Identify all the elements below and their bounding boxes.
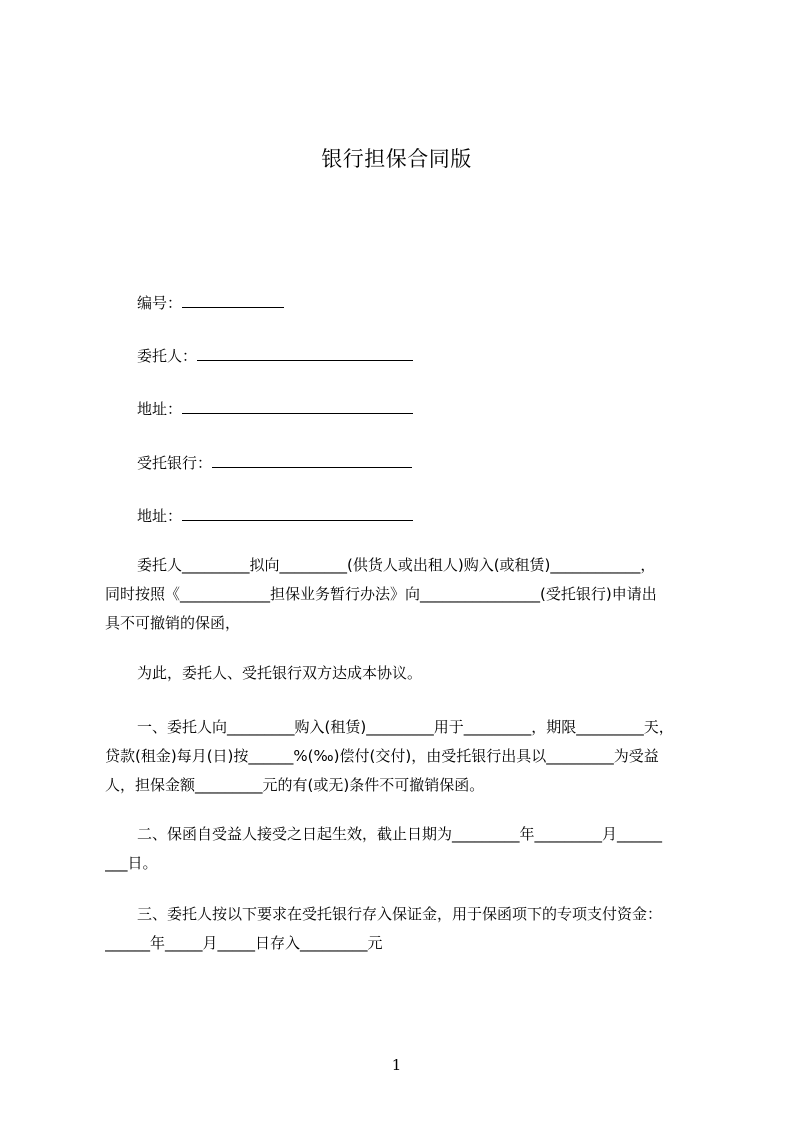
principal-label: 委托人： bbox=[137, 347, 198, 365]
number-blank[interactable] bbox=[182, 292, 284, 308]
paragraph-line: 三、委托人按以下要求在受托银行存入保证金，用于保函项下的专项支付资金： bbox=[137, 905, 663, 923]
address-label-1: 地址： bbox=[137, 400, 183, 418]
number-field bbox=[137, 292, 284, 312]
paragraph-line: 同时按照《____________担保业务暂行办法》向________________(受托银行)申请出 bbox=[105, 585, 657, 603]
paragraph-line: ___日。 bbox=[105, 854, 158, 872]
principal-field bbox=[137, 345, 413, 365]
paragraph-line: 贷款(租金)每月(日)按______%(‰)偿付(交付)，由受托银行出具以_________为受益 bbox=[105, 747, 659, 765]
bank-field bbox=[137, 452, 412, 472]
paragraph-line: 委托人_________拟向_________(供货人或出租人)购入(或租赁)____________， bbox=[137, 556, 656, 574]
paragraph-line: 具不可撤销的保函， bbox=[105, 614, 241, 632]
paragraph-line: 人，担保金额_________元的有(或无)条件不可撤销保函。 bbox=[105, 776, 485, 794]
page-title: 银行担保合同版 bbox=[321, 147, 472, 171]
address-blank-2[interactable] bbox=[182, 505, 413, 521]
page-number: 1 bbox=[391, 1056, 402, 1074]
intro-paragraph bbox=[105, 551, 702, 638]
paragraph-line: ______年_____月_____日存入_________元 bbox=[105, 934, 383, 952]
paragraph-line: 为此，委托人、受托银行双方达成本协议。 bbox=[137, 664, 423, 682]
number-label: 编号： bbox=[137, 294, 183, 312]
clause-3 bbox=[105, 900, 702, 958]
clause-1 bbox=[105, 713, 702, 800]
paragraph-line: 二、保函自受益人接受之日起生效，截止日期为_________年_________月______ bbox=[137, 825, 663, 843]
address-field-1 bbox=[137, 398, 413, 418]
clause-2 bbox=[105, 820, 702, 878]
bank-label: 受托银行： bbox=[137, 454, 213, 472]
paragraph-line: 一、委托人向_________购入(租赁)_________用于_________，期限_________天， bbox=[137, 718, 674, 736]
address-label-2: 地址： bbox=[137, 507, 183, 525]
agreement-paragraph bbox=[105, 659, 702, 688]
principal-blank[interactable] bbox=[197, 345, 413, 361]
address-blank-1[interactable] bbox=[182, 398, 413, 414]
bank-blank[interactable] bbox=[212, 452, 412, 468]
address-field-2 bbox=[137, 505, 413, 525]
